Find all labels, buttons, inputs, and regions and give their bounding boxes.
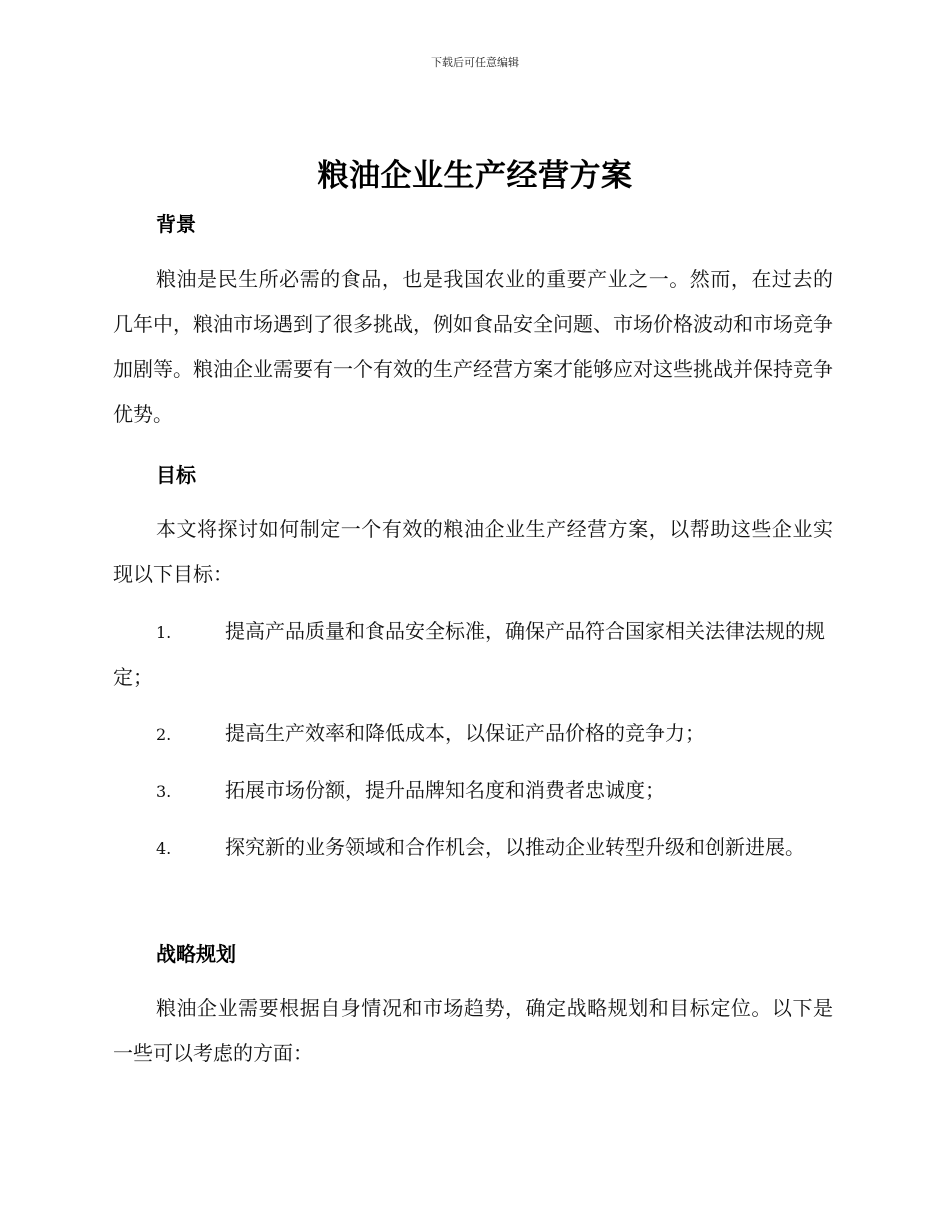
paragraph-background: 粮油是民生所必需的食品，也是我国农业的重要产业之一。然而，在过去的几年中，粮油市场遇到了很多挑战，例如食品安全问题、市场价格波动和市场竞争加剧等。粮油企业需要有一个有效的生产经营方案才能够应对这些挑战并保持竞争优势。	[113, 267, 833, 426]
list-item-number: 4.	[156, 839, 172, 858]
list-item-number: 3.	[156, 782, 172, 801]
list-item-text: 提高生产效率和降低成本，以保证产品价格的竞争力；	[225, 721, 705, 745]
list-item	[113, 609, 833, 700]
list-item-number: 2.	[156, 725, 172, 744]
paragraph-goals-intro: 本文将探讨如何制定一个有效的粮油企业生产经营方案，以帮助这些企业实现以下目标：	[113, 517, 833, 586]
header-note: 下载后可任意编辑	[431, 56, 519, 69]
list-item-text: 提高产品质量和食品安全标准，确保产品符合国家相关法律法规的规定；	[113, 619, 825, 689]
list-item-text: 探究新的业务领域和合作机会，以推动企业转型升级和创新进展。	[225, 835, 805, 859]
paragraph-strategy: 粮油企业需要根据自身情况和市场趋势，确定战略规划和目标定位。以下是一些可以考虑的方面：	[113, 996, 833, 1065]
list-item-number: 1.	[156, 623, 172, 642]
section-heading-goals: 目标	[156, 463, 196, 487]
section-heading-background: 背景	[156, 212, 196, 236]
list-item-text: 拓展市场份额，提升品牌知名度和消费者忠诚度；	[225, 778, 665, 802]
list-item	[113, 711, 833, 757]
document-title: 粮油企业生产经营方案	[317, 158, 633, 194]
list-item	[113, 768, 833, 814]
section-heading-strategy: 战略规划	[156, 942, 236, 966]
list-item	[113, 825, 833, 871]
